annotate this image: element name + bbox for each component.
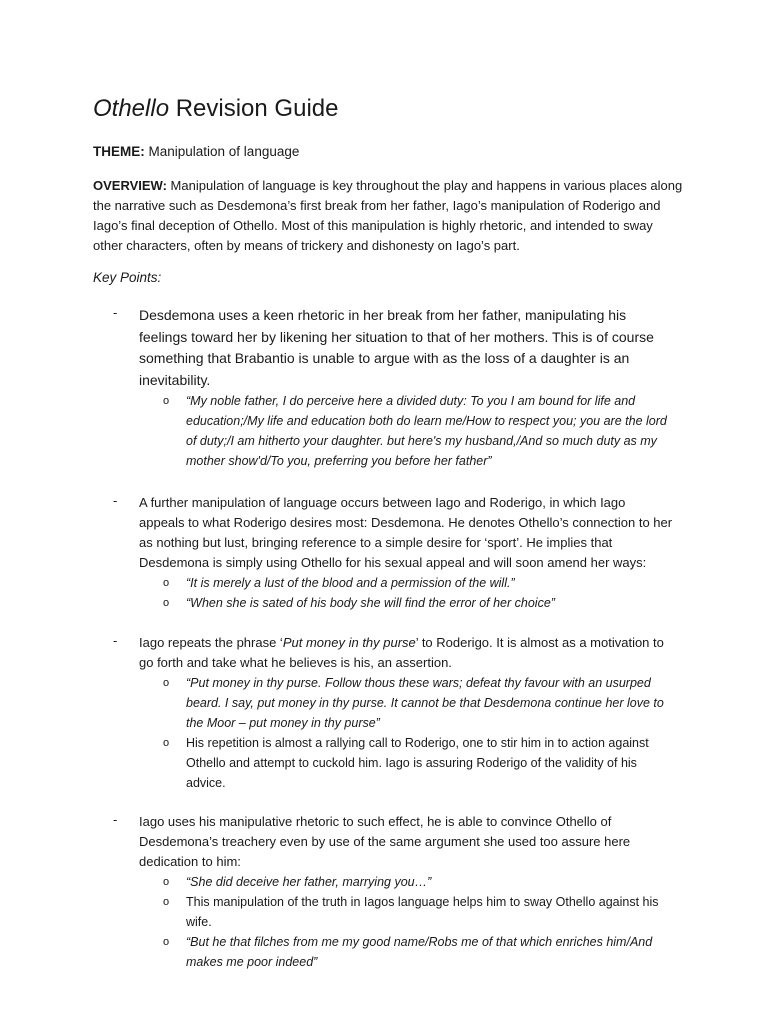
theme-value: Manipulation of language [144, 144, 300, 159]
sub-point-text: “She did deceive her father, marrying you…” [186, 875, 432, 889]
key-point-text-end: ’ to Roderigo. It is almost as a motivation to go forth and take what he believes is his, an assertion. [139, 635, 664, 670]
sub-bullet: o [163, 876, 170, 888]
sub-point-text: “But he that filches from me my good name/Robs me of that which enriches him/And makes me poor indeed” [186, 935, 653, 969]
title-play-name: Othello [93, 95, 170, 122]
key-point-text-start: Iago repeats the phrase ‘ [139, 635, 283, 650]
key-point-1 [113, 305, 673, 471]
sub-point-quote [139, 593, 673, 613]
key-point-3 [113, 633, 673, 793]
overview-paragraph [93, 176, 683, 256]
overview-text: Manipulation of language is key throughout the play and happens in various places along the narrative such as Desdemona’s first break from her father, Iago’s manipulation of Roderigo and Iago’s final deception of Othello. Most of this manipulation is highly rhetoric, and intended to sway other characters, often by means of trickery and dishonesty on Iago’s part. [93, 178, 683, 253]
sub-point-quote [139, 573, 673, 593]
key-point-text: Iago uses his manipulative rhetoric to such effect, he is able to convince Othello of Desdemona’s treachery even by use of the same argument she used too assure here dedication to him: [139, 814, 631, 869]
key-points-heading: Key Points: [93, 270, 162, 285]
sub-bullet: o [163, 395, 170, 407]
sub-point-quote [139, 872, 673, 892]
sub-list [139, 573, 673, 613]
key-point-text: A further manipulation of language occurs between Iago and Roderigo, in which Iago appeals to what Roderigo desires most: Desdemona. He denotes Othello’s connection to her as nothing but lust, bringing reference to a simple desire for ‘sport’. He implies that Desdemona is simply using Othello for his sexual appeal and will soon amend her ways: [139, 495, 673, 570]
page-title [93, 92, 338, 126]
bullet-dash: - [113, 633, 118, 648]
key-point-text: Desdemona uses a keen rhetoric in her break from her father, manipulating his feelings toward her by likening her situation to that of her mothers. This is of course something that Brabantio is unable to argue with as the loss of a daughter is an inevitability. [139, 307, 654, 388]
sub-point-quote [139, 391, 673, 471]
sub-list [139, 391, 673, 471]
sub-point-text: “When she is sated of his body she will find the error of her choice” [186, 596, 555, 610]
theme-label: THEME: [93, 144, 145, 159]
sub-point-text: This manipulation of the truth in Iagos language helps him to sway Othello against his wife. [186, 895, 659, 929]
overview-label: OVERVIEW: [93, 178, 167, 193]
key-point-phrase: Put money in thy purse [282, 635, 416, 650]
sub-point-comment [139, 892, 673, 932]
sub-bullet: o [163, 737, 170, 749]
sub-point-text: His repetition is almost a rallying call to Roderigo, one to stir him in to action against Othello and attempt to cuckold him. Iago is assuring Roderigo of the validity of his advice. [186, 736, 649, 790]
key-point-4 [113, 812, 673, 972]
sub-bullet: o [163, 577, 170, 589]
key-point-2 [113, 493, 673, 613]
bullet-dash: - [113, 493, 118, 508]
key-point-text [139, 633, 673, 673]
sub-point-text: “Put money in thy purse. Follow thous these wars; defeat thy favour with an usurped beard. I say, put money in thy purse. It cannot be that Desdemona continue her love to the Moor – put money in thy purse” [186, 676, 664, 730]
sub-bullet: o [163, 597, 170, 609]
sub-bullet: o [163, 677, 170, 689]
sub-list [139, 673, 673, 793]
sub-point-quote [139, 932, 673, 972]
sub-point-comment [139, 733, 673, 793]
theme-line [93, 142, 299, 162]
key-points-list [113, 305, 673, 972]
bullet-dash: - [113, 305, 118, 320]
sub-point-quote [139, 673, 673, 733]
sub-point-text: “It is merely a lust of the blood and a permission of the will.” [186, 576, 515, 590]
title-rest: Revision Guide [169, 95, 339, 122]
sub-bullet: o [163, 936, 170, 948]
sub-list [139, 872, 673, 972]
sub-bullet: o [163, 896, 170, 908]
bullet-dash: - [113, 812, 118, 827]
sub-point-text: “My noble father, I do perceive here a divided duty: To you I am bound for life and education;/My life and education both do learn me/How to respect you; you are the lord of duty;/I am hitherto your daughter. but here's my husband,/And so much duty as my mother show'd/To you, preferring you before her father” [186, 394, 667, 468]
